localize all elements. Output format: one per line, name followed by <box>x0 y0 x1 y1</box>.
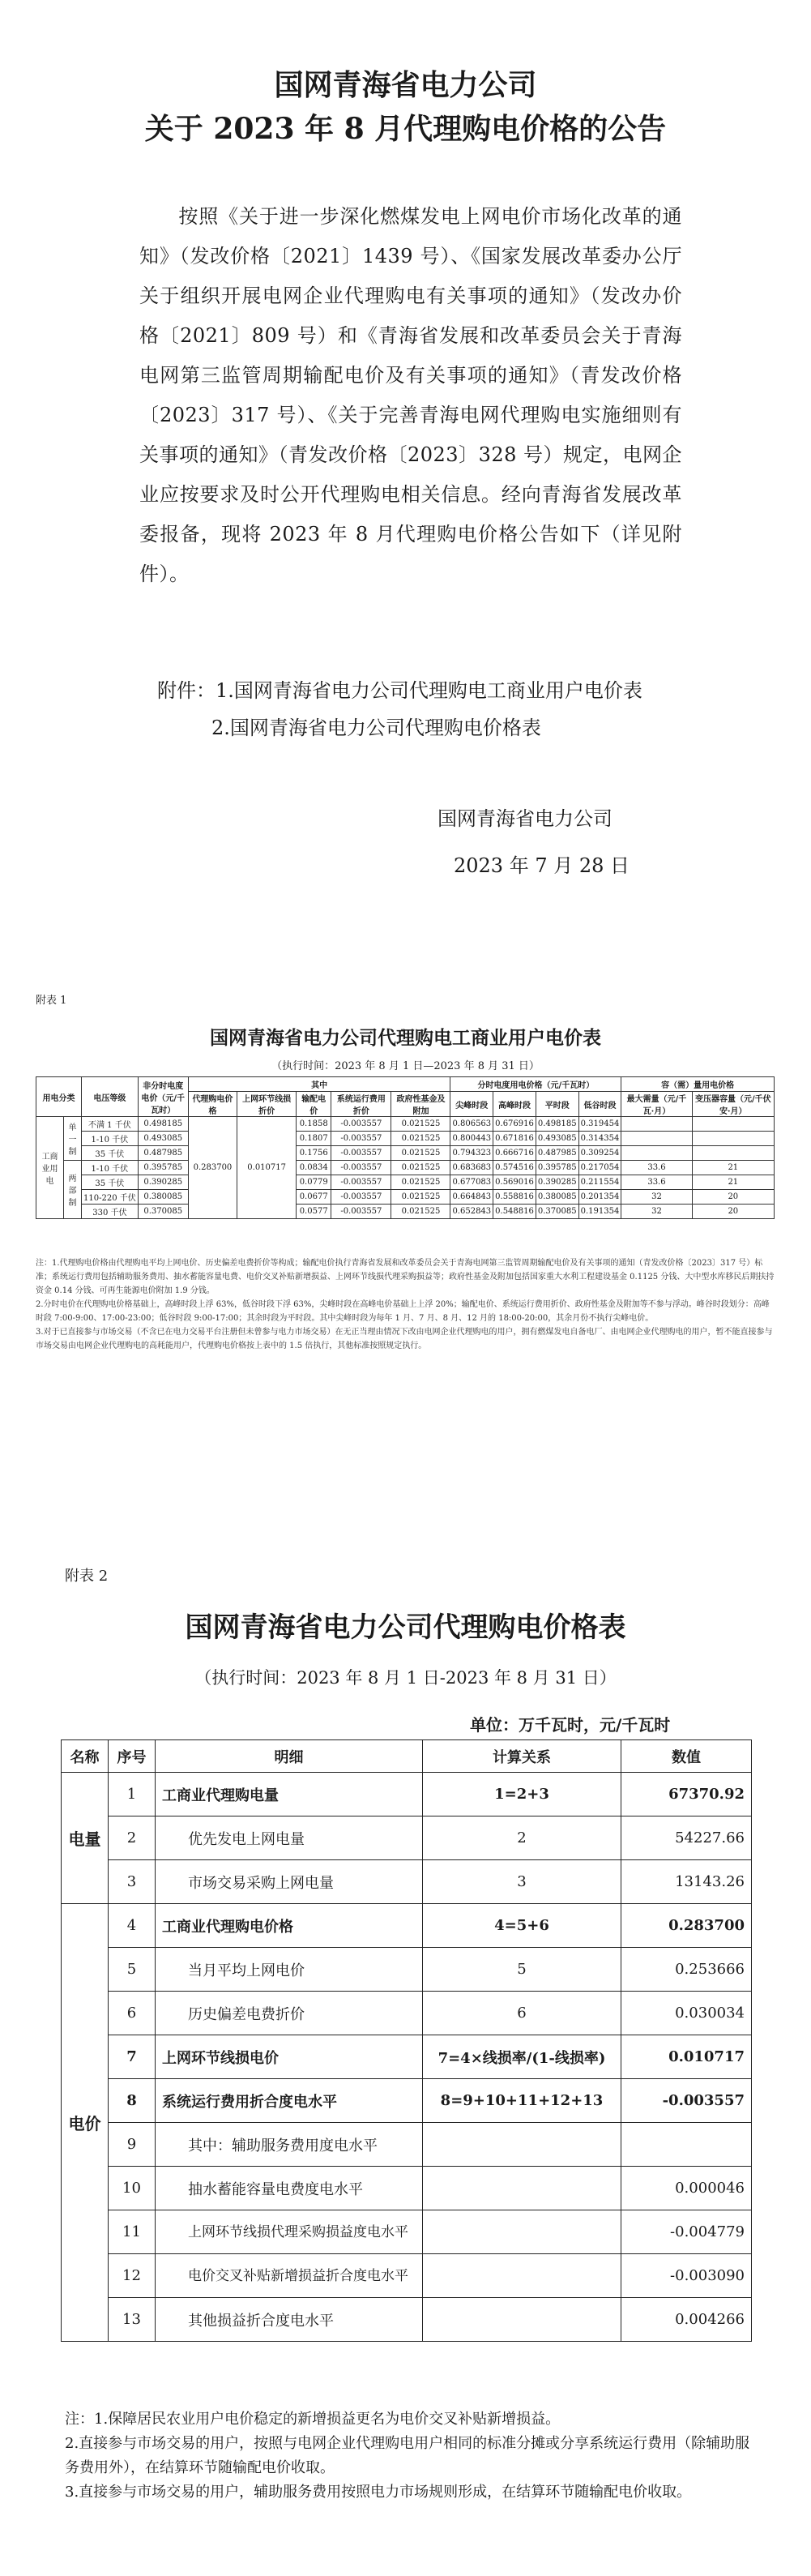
t1-cell: 0.671816 <box>493 1132 536 1146</box>
t1-cell: 0.319454 <box>578 1117 621 1132</box>
t1-cell <box>621 1146 692 1161</box>
t1-cell: 0.370085 <box>138 1205 188 1219</box>
t1-cell: 0.1807 <box>297 1132 331 1146</box>
title-line-2: 关于 2023 年 8 月代理购电价格的公告 <box>144 112 667 146</box>
t2-value: 54227.66 <box>621 1816 752 1860</box>
t1-cell: 0.0779 <box>297 1175 331 1190</box>
appendix2-label: 附表 2 <box>65 1568 109 1585</box>
t1-h-high: 高峰时段 <box>493 1092 536 1117</box>
appendix2-note: 3.直接参与市场交易的用户，辅助服务费用按照电力市场规则形成，在结算环节随输配电价收取。 <box>65 2484 692 2501</box>
t1-cell: 0.794323 <box>450 1146 493 1161</box>
t1-cell: 0.370085 <box>536 1205 578 1219</box>
t2-item: 工商业代理购电价格 <box>156 1904 423 1948</box>
t1-cell: 0.395785 <box>138 1161 188 1175</box>
t1-cell: 0.021525 <box>391 1190 450 1205</box>
t1-cell: 0.800443 <box>450 1132 493 1146</box>
appendix2-table <box>61 1739 752 2342</box>
t1-h-loss: 上网环节线损折价 <box>237 1092 297 1117</box>
t2-seq: 6 <box>109 1992 156 2035</box>
t1-h-peak: 尖峰时段 <box>450 1092 493 1117</box>
t1-cell: 0.1756 <box>297 1146 331 1161</box>
t1-cell: 32 <box>621 1205 692 1219</box>
t1-cell: 0.0577 <box>297 1205 331 1219</box>
t2-item: 抽水蓄能容量电费度电水平 <box>156 2167 423 2210</box>
t2-item: 市场交易采购上网电量 <box>156 1860 423 1904</box>
t2-calc <box>423 2210 621 2254</box>
t2-calc <box>423 2167 621 2210</box>
t2-seq: 8 <box>109 2079 156 2123</box>
t1-h-max-demand: 最大需量（元/千瓦·月） <box>621 1092 692 1117</box>
t1-cell: 35 千伏 <box>82 1175 139 1190</box>
t2-seq: 1 <box>109 1773 156 1816</box>
t2-cat-energy: 电量 <box>62 1773 109 1904</box>
attachment-1: 附件：1.国网青海省电力公司代理购电工商业用户电价表 <box>157 679 642 702</box>
t2-seq: 2 <box>109 1816 156 1860</box>
t1-cell: 0.021525 <box>391 1175 450 1190</box>
announcement <box>0 0 811 151</box>
t1-cell: 21 <box>692 1161 774 1175</box>
t1-h-flat: 平时段 <box>536 1092 578 1117</box>
t1-cell: 0.309254 <box>578 1146 621 1161</box>
t1-cell: 0.380085 <box>536 1190 578 1205</box>
t1-cell: 0.380085 <box>138 1190 188 1205</box>
appendix1-notes <box>36 1256 775 1353</box>
t2-calc: 1=2+3 <box>423 1773 621 1816</box>
t1-cell: 0.664843 <box>450 1190 493 1205</box>
t1-cell: 0.314354 <box>578 1132 621 1146</box>
t2-value: -0.004779 <box>621 2210 752 2254</box>
appendix1-label: 附表 1 <box>36 995 67 1007</box>
t1-cell: 0.021525 <box>391 1146 450 1161</box>
t2-value: -0.003557 <box>621 2079 752 2123</box>
appendix1-table <box>36 1076 775 1219</box>
t1-cell: 110-220 千伏 <box>82 1190 139 1205</box>
t1-cell: 0.0677 <box>297 1190 331 1205</box>
t2-value <box>621 2123 752 2167</box>
t1-cell <box>692 1146 774 1161</box>
t2-item: 历史偏差电费折价 <box>156 1992 423 2035</box>
t2-calc: 5 <box>423 1948 621 1992</box>
t2-value: 67370.92 <box>621 1773 752 1816</box>
t1-cell: 不满 1 千伏 <box>82 1117 139 1132</box>
signature-date: 2023 年 7 月 28 日 <box>454 854 630 877</box>
t1-cell: 0.395785 <box>536 1161 578 1175</box>
t2-h-seq: 序号 <box>109 1740 156 1773</box>
t1-category-label: 工商业用电 <box>36 1117 64 1219</box>
t1-h-capacity: 容（需）量用电价格 <box>621 1077 775 1092</box>
appendix2-unit: 单位：万千瓦时，元/千瓦时 <box>470 1715 671 1735</box>
t1-cell: 0.217054 <box>578 1161 621 1175</box>
t2-item: 上网环节线损电价 <box>156 2035 423 2079</box>
t2-item: 电价交叉补贴新增损益折合度电水平 <box>156 2254 423 2298</box>
t1-cell: 0.390285 <box>536 1175 578 1190</box>
t1-cell: 20 <box>692 1190 774 1205</box>
t2-item: 上网环节线损代理采购损益度电水平 <box>156 2210 423 2254</box>
t2-value: 0.030034 <box>621 1992 752 2035</box>
t2-calc: 3 <box>423 1860 621 1904</box>
t2-seq: 11 <box>109 2210 156 2254</box>
t1-h-fund: 政府性基金及附加 <box>391 1092 450 1117</box>
t2-calc: 4=5+6 <box>423 1904 621 1948</box>
t1-cell: 33.6 <box>621 1175 692 1190</box>
t1-cell: 0.548816 <box>493 1205 536 1219</box>
t1-cell: 0.021525 <box>391 1161 450 1175</box>
t1-cell: -0.003557 <box>331 1175 391 1190</box>
t1-h-category: 用电分类 <box>36 1077 82 1117</box>
t1-h-of-which: 其中 <box>188 1077 450 1092</box>
appendix1-title: 国网青海省电力公司代理购电工商业用户电价表 <box>210 1027 601 1049</box>
t1-single-label: 单一制 <box>64 1117 82 1161</box>
t1-h-agency-price: 非分时电度电价（元/千瓦时） <box>138 1077 188 1117</box>
t1-cell: 21 <box>692 1175 774 1190</box>
t2-seq: 12 <box>109 2254 156 2298</box>
t1-cell: 0.683683 <box>450 1161 493 1175</box>
t1-cell: 0.191354 <box>578 1205 621 1219</box>
appendix2-note: 注：1.保障居民农业用户电价稳定的新增损益更名为电价交叉补贴新增损益。 <box>65 2411 561 2428</box>
t2-h-calc: 计算关系 <box>423 1740 621 1773</box>
t2-calc <box>423 2298 621 2342</box>
t1-cell: 0.806563 <box>450 1117 493 1132</box>
t1-cell: 1-10 千伏 <box>82 1132 139 1146</box>
t2-calc <box>423 2123 621 2167</box>
t2-value: 0.283700 <box>621 1904 752 1948</box>
t2-item: 其中：辅助服务费用度电水平 <box>156 2123 423 2167</box>
t2-h-name: 名称 <box>62 1740 109 1773</box>
t2-calc: 2 <box>423 1816 621 1860</box>
t2-item: 系统运行费用折合度电水平 <box>156 2079 423 2123</box>
t1-cell: 32 <box>621 1190 692 1205</box>
t1-cell: 330 千伏 <box>82 1205 139 1219</box>
t1-cell: -0.003557 <box>331 1190 391 1205</box>
appendix1-period: （执行时间：2023 年 8 月 1 日—2023 年 8 月 31 日） <box>271 1060 540 1072</box>
t2-seq: 4 <box>109 1904 156 1948</box>
title-line-1: 国网青海省电力公司 <box>274 68 537 102</box>
t1-shared-loss: 0.010717 <box>237 1117 297 1219</box>
t1-dual-label: 两部制 <box>64 1161 82 1219</box>
announcement-body <box>139 197 682 594</box>
t2-value: 13143.26 <box>621 1860 752 1904</box>
t2-seq: 9 <box>109 2123 156 2167</box>
t1-cell: -0.003557 <box>331 1132 391 1146</box>
appendix2-period: （执行时间：2023 年 8 月 1 日-2023 年 8 月 31 日） <box>194 1668 617 1688</box>
t1-cell: 1-10 千伏 <box>82 1161 139 1175</box>
t1-h-system-cost: 系统运行费用折价 <box>331 1092 391 1117</box>
signature-org: 国网青海省电力公司 <box>438 807 613 830</box>
t2-calc: 7=4×线损率/(1-线损率) <box>423 2035 621 2079</box>
appendix1-note: 2.分时电价在代理购电价格基础上，高峰时段上浮 63%，低谷时段下浮 63%，尖峰时段在高峰电价基础上上浮 20%；输配电价、系统运行费用折价、政府性基金及附加等不参与浮动。峰谷时段划分：高峰时段 7:00-9:00、17:00-23:00；低谷时段 9:00-17:00；其余时段为平时段。其中尖峰时段为每年 1 月、7 月、8 月、12 月的 18:00-20:00，其余月份不执行尖峰电价。 <box>36 1300 770 1323</box>
t1-cell <box>621 1117 692 1132</box>
appendix2-title: 国网青海省电力公司代理购电价格表 <box>185 1611 626 1644</box>
t2-h-value: 数值 <box>621 1740 752 1773</box>
t2-item: 工商业代理购电量 <box>156 1773 423 1816</box>
t2-item: 优先发电上网电量 <box>156 1816 423 1860</box>
t1-cell: -0.003557 <box>331 1117 391 1132</box>
t1-cell: 0.652843 <box>450 1205 493 1219</box>
t1-h-tou: 分时电度用电价格（元/千瓦时） <box>450 1077 621 1092</box>
t1-cell <box>621 1132 692 1146</box>
t1-cell: 35 千伏 <box>82 1146 139 1161</box>
t1-cell: 0.021525 <box>391 1132 450 1146</box>
t2-seq: 13 <box>109 2298 156 2342</box>
t2-h-item: 明细 <box>156 1740 423 1773</box>
t2-calc: 6 <box>423 1992 621 2035</box>
t1-cell: -0.003557 <box>331 1205 391 1219</box>
t1-cell: -0.003557 <box>331 1161 391 1175</box>
t1-cell: 0.558816 <box>493 1190 536 1205</box>
t1-cell: 0.493085 <box>536 1132 578 1146</box>
t1-cell: 0.390285 <box>138 1175 188 1190</box>
t2-seq: 3 <box>109 1860 156 1904</box>
t2-seq: 7 <box>109 2035 156 2079</box>
t2-item: 当月平均上网电价 <box>156 1948 423 1992</box>
t1-h-purchase: 代理购电价格 <box>188 1092 237 1117</box>
t1-cell: 33.6 <box>621 1161 692 1175</box>
t1-cell: 0.677083 <box>450 1175 493 1190</box>
t1-h-transformer: 变压器容量（元/千伏安·月） <box>692 1092 774 1117</box>
t1-cell: 0.211554 <box>578 1175 621 1190</box>
t1-h-voltage: 电压等级 <box>82 1077 139 1117</box>
t1-cell: 0.676916 <box>493 1117 536 1132</box>
t2-seq: 10 <box>109 2167 156 2210</box>
t1-cell: 0.498185 <box>536 1117 578 1132</box>
t1-cell: 0.574516 <box>493 1161 536 1175</box>
t1-cell: 0.493085 <box>138 1132 188 1146</box>
t1-cell: 0.569016 <box>493 1175 536 1190</box>
t1-cell: 0.498185 <box>138 1117 188 1132</box>
attachment-2: 2.国网青海省电力公司代理购电价格表 <box>211 717 541 739</box>
t1-h-valley: 低谷时段 <box>578 1092 621 1117</box>
t1-cell: 0.487985 <box>536 1146 578 1161</box>
t2-cat-price: 电价 <box>62 1904 109 2342</box>
t1-cell: 0.0834 <box>297 1161 331 1175</box>
t2-calc: 8=9+10+11+12+13 <box>423 2079 621 2123</box>
appendix2-notes <box>65 2407 753 2505</box>
t1-cell: 0.021525 <box>391 1205 450 1219</box>
t1-shared-purchase: 0.283700 <box>188 1117 237 1219</box>
appendix2-note: 2.直接参与市场交易的用户，按照与电网企业代理购电用户相同的标准分摊或分享系统运行费用（除辅助服务费用外），在结算环节随输配电价收取。 <box>65 2435 750 2476</box>
t1-cell: 20 <box>692 1205 774 1219</box>
t2-value: 0.004266 <box>621 2298 752 2342</box>
t1-cell <box>692 1117 774 1132</box>
appendix1-note: 注：1.代理购电价格由代理购电平均上网电价、历史偏差电费折价等构成；输配电价执行青海省发展和改革委员会关于青海电网第三监管周期输配电价及有关事项的通知（青发改价格〔2023〕317 号）标准；系统运行费用包括辅助服务费用、抽水蓄能容量电费、电价交叉补贴新增损益、上网环节线损代理采购损益等；政府性基金及附加包括国家重大水利工程建设基金 0.1125 分钱、大中型水库移民后期扶持资金 0.14 分钱、可再生能源电价附加 1.9 分钱。 <box>36 1259 775 1295</box>
t2-value: 0.253666 <box>621 1948 752 1992</box>
t1-cell: -0.003557 <box>331 1146 391 1161</box>
t2-seq: 5 <box>109 1948 156 1992</box>
t2-calc <box>423 2254 621 2298</box>
t1-h-transmission: 输配电价 <box>297 1092 331 1117</box>
t2-value: 0.010717 <box>621 2035 752 2079</box>
announcement-body-text: 按照《关于进一步深化燃煤发电上网电价市场化改革的通知》（发改价格〔2021〕1439 号）、《国家发展改革委办公厅关于组织开展电网企业代理购电有关事项的通知》（发改办价格〔2021〕809 号）和《青海省发展和改革委员会关于青海电网第三监管周期输配电价及有关事项的通知》（青发改价格〔2023〕317 号）、《关于完善青海电网代理购电实施细则有关事项的通知》（青发改价格〔2023〕328 号）规定，电网企业应按要求及时公开代理购电相关信息。经向青海省发展改革委报备，现将 2023 年 8 月代理购电价格公告如下（详见附件）。 <box>139 205 683 585</box>
t2-item: 其他损益折合度电水平 <box>156 2298 423 2342</box>
t2-value: -0.003090 <box>621 2254 752 2298</box>
t1-cell <box>692 1132 774 1146</box>
t1-cell: 0.201354 <box>578 1190 621 1205</box>
t2-value: 0.000046 <box>621 2167 752 2210</box>
t1-cell: 0.021525 <box>391 1117 450 1132</box>
t1-cell: 0.666716 <box>493 1146 536 1161</box>
t1-cell: 0.487985 <box>138 1146 188 1161</box>
appendix1-note: 3.对于已直接参与市场交易（不含已在电力交易平台注册但未曾参与电力市场交易）在无正当理由情况下改由电网企业代理购电的用户，拥有燃煤发电自备电厂、由电网企业代理购电的用户，暂不能直接参与市场交易由电网企业代理购电的高耗能用户，代理购电价格按上表中的 1.5 倍执行，其他标准按照规定执行。 <box>36 1328 773 1350</box>
t1-cell: 0.1858 <box>297 1117 331 1132</box>
